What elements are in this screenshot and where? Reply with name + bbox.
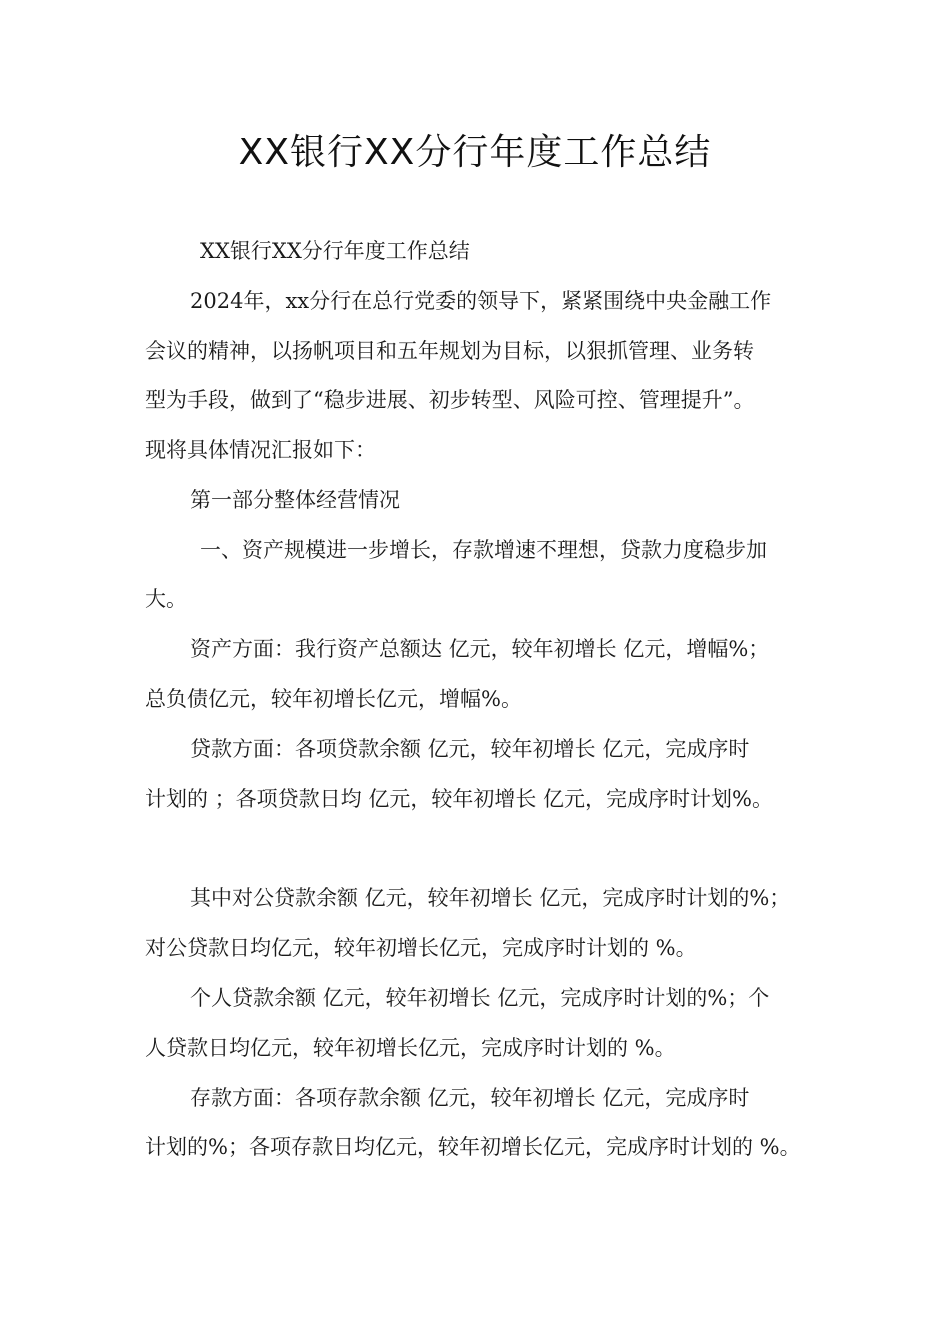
paragraph-line: 计划的%；各项存款日均亿元，较年初增长亿元，完成序时计划的 %。	[145, 1135, 801, 1159]
paragraph-line: 其中对公贷款余额 亿元，较年初增长 亿元，完成序时计划的%；	[190, 886, 791, 910]
paragraph-line: 贷款方面：各项贷款余额 亿元，较年初增长 亿元，完成序时	[190, 737, 750, 761]
paragraph-line: 现将具体情况汇报如下：	[145, 438, 376, 462]
document-subtitle: XX银行XX分行年度工作总结	[200, 239, 470, 263]
paragraph-line: 型为手段，做到了“稳步进展、初步转型、风险可控、管理提升”。	[145, 388, 755, 412]
paragraph-line: 一、资产规模进一步增长，存款增速不理想，贷款力度稳步加	[200, 538, 767, 562]
paragraph-line: 人贷款日均亿元，较年初增长亿元，完成序时计划的 %。	[145, 1036, 676, 1060]
paragraph-line: 资产方面：我行资产总额达 亿元，较年初增长 亿元，增幅%；	[190, 637, 770, 661]
paragraph-line: 个人贷款余额 亿元，较年初增长 亿元，完成序时计划的%；个	[190, 986, 770, 1010]
paragraph-line: 2024年，xx分行在总行党委的领导下，紧紧围绕中央金融工作	[190, 289, 772, 313]
paragraph-line: 存款方面：各项存款余额 亿元，较年初增长 亿元，完成序时	[190, 1086, 750, 1110]
paragraph-line: 对公贷款日均亿元，较年初增长亿元，完成序时计划的 %。	[145, 936, 697, 960]
paragraph-line: 大。	[145, 587, 187, 611]
paragraph-line: 会议的精神，以扬帆项目和五年规划为目标，以狠抓管理、业务转	[145, 339, 754, 363]
section-heading: 第一部分整体经营情况	[190, 488, 400, 512]
paragraph-line: 总负债亿元，较年初增长亿元，增幅%。	[145, 687, 522, 711]
paragraph-line: 计划的 ；各项贷款日均 亿元，较年初增长 亿元，完成序时计划%。	[145, 787, 773, 811]
document-title: XX银行XX分行年度工作总结	[238, 132, 712, 173]
